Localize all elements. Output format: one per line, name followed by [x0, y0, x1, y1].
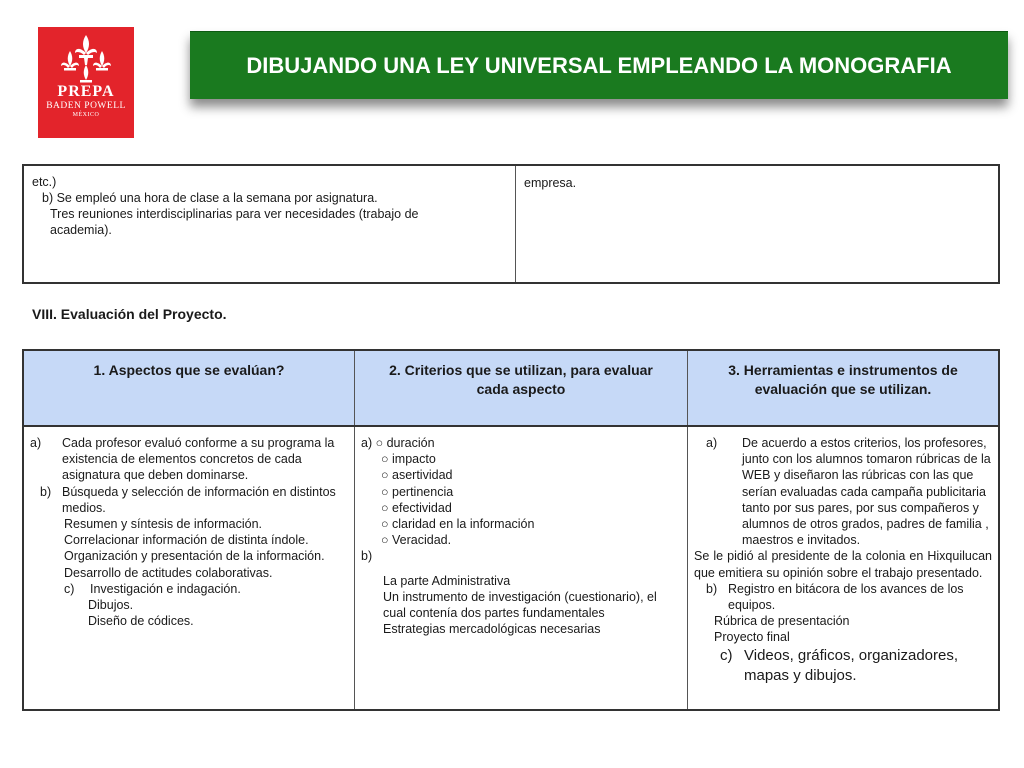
- item-label: c): [64, 581, 75, 596]
- title-banner: [190, 31, 1008, 99]
- item-label: a): [706, 436, 718, 450]
- fleur-de-lis-icon: [55, 33, 117, 85]
- bullet-item: ○ efectividad: [381, 500, 452, 515]
- list-item: [30, 435, 348, 484]
- list-item: [694, 435, 992, 548]
- list-line: Desarrollo de actitudes colaborativas.: [64, 565, 273, 580]
- list-line: a) ○ duración: [361, 436, 435, 450]
- header-herramientas: 3. Herramientas e instrumentos de evaluación que se utilizan.: [687, 351, 998, 425]
- bullet-item: ○ impacto: [381, 452, 436, 467]
- item-label: b): [706, 581, 718, 596]
- table-header-row: [24, 351, 998, 427]
- item-text: Cada profesor evaluó conforme a su programa la existencia de elementos concretos de cada asignatura que deben dominarse.: [62, 436, 335, 483]
- bullet-item: ○ asertividad: [381, 468, 453, 483]
- logo-line1: BADEN POWELL: [46, 101, 126, 111]
- list-line: Estrategias mercadológicas necesarias: [383, 622, 601, 637]
- cell-aspectos: [24, 427, 354, 709]
- top-line: academia).: [50, 223, 112, 237]
- evaluation-table: [22, 349, 1000, 711]
- item-label: b): [40, 484, 52, 499]
- list-line: Diseño de códices.: [88, 614, 194, 629]
- page-title: DIBUJANDO UNA LEY UNIVERSAL EMPLEANDO LA MONOGRAFIA: [246, 52, 952, 78]
- top-line: etc.): [32, 175, 57, 189]
- school-logo: [38, 27, 134, 138]
- top-line: b) Se empleó una hora de clase a la semana por asignatura.: [42, 191, 378, 205]
- table-body-row: [24, 427, 998, 709]
- top-table: [22, 164, 1000, 284]
- list-item: [30, 484, 348, 516]
- item-text: Investigación e indagación.: [90, 581, 241, 596]
- item-text: Registro en bitácora de los avances de los equipos.: [728, 581, 964, 613]
- top-table-right-cell: empresa.: [524, 176, 577, 190]
- top-line: Tres reuniones interdisciplinarias para ver necesidades (trabajo de: [50, 207, 419, 221]
- header-criterios: 2. Criterios que se utilizan, para evaluar cada aspecto: [354, 351, 687, 425]
- list-line: Correlacionar información de distinta índole.: [64, 533, 309, 548]
- item-label: c): [720, 646, 733, 664]
- bullet-item: ○ pertinencia: [381, 484, 454, 499]
- list-line: Rúbrica de presentación: [714, 614, 850, 629]
- list-line: La parte Administrativa: [383, 573, 511, 588]
- list-item: [694, 646, 992, 686]
- list-line: Organización y presentación de la información.: [64, 549, 325, 564]
- bullet-item: ○ Veracidad.: [381, 533, 452, 548]
- list-line: Dibujos.: [88, 598, 134, 613]
- list-line: Resumen y síntesis de información.: [64, 517, 263, 532]
- top-table-left-cell: [24, 166, 516, 282]
- cell-herramientas: [687, 427, 998, 709]
- list-item: [30, 581, 348, 597]
- section-heading: VIII. Evaluación del Proyecto.: [32, 306, 227, 322]
- logo-brand: PREPA: [57, 83, 115, 100]
- item-text: De acuerdo a estos criterios, los profesores, junto con los alumnos tomaron rúbricas de la WEB y diseñaron las rúbricas con las que serían evaluadas cada campaña publicitaria tanto por sus pares, por sus compañeros y alumnos de otros grados, padres de familia , maestros e invitados.: [742, 436, 991, 548]
- cell-criterios: [354, 427, 687, 709]
- paragraph: Se le pidió al presidente de la colonia en Hixquilucan que emitiera su opinión sobre el trabajo presentado.: [694, 549, 992, 580]
- logo-line2: MÉXICO: [72, 112, 100, 118]
- header-aspectos: 1. Aspectos que se evalúan?: [93, 362, 285, 378]
- list-line: Proyecto final: [714, 630, 790, 645]
- item-text: Videos, gráficos, organizadores, mapas y dibujos.: [744, 646, 959, 684]
- list-line: b): [361, 549, 373, 564]
- list-item: [694, 581, 992, 613]
- item-text: Búsqueda y selección de información en distintos medios.: [62, 484, 336, 515]
- list-line: Un instrumento de investigación (cuestionario), el cual contenía dos partes fundamentales: [383, 589, 657, 621]
- item-label: a): [30, 436, 42, 450]
- bullet-item: ○ claridad en la información: [381, 517, 535, 532]
